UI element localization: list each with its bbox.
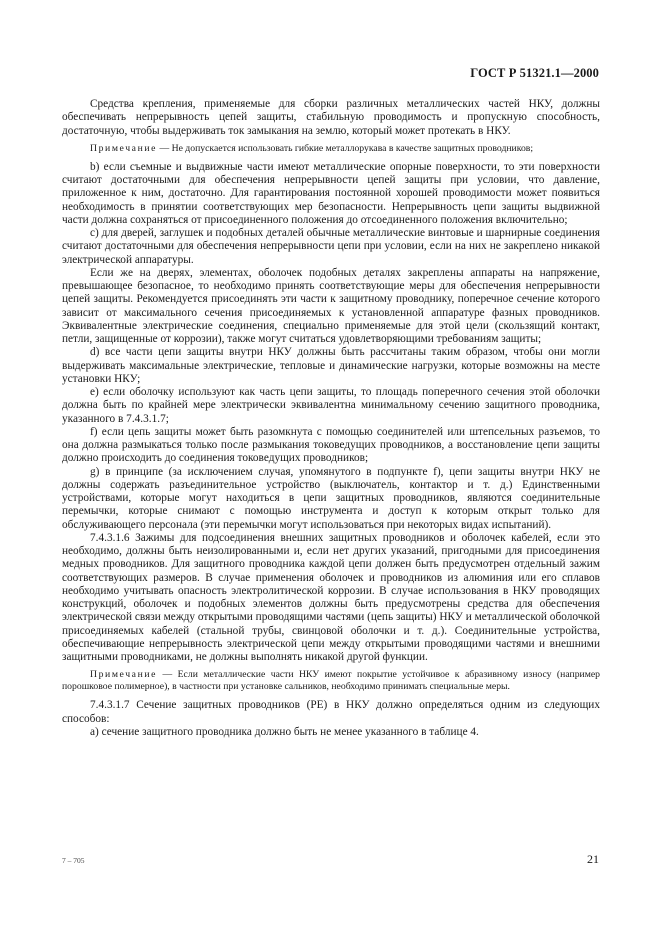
- paragraph: Средства крепления, применяемые для сборки различных металлических частей НКУ, должны обеспечивать непрерывность цепей защиты, стабильную проводимость и пропускную способность, достаточную, чтобы выдерживать ток замыкания на землю, который может протекать в НКУ.: [62, 98, 600, 137]
- paragraph-a: а) сечение защитного проводника должно быть не менее указанного в таблице 4.: [90, 725, 479, 738]
- note-label-2: Примечание: [90, 669, 158, 681]
- section-7-4-3-1-6: 7.4.3.1.6 Зажимы для подсоединения внешних защитных проводников и оболочек кабелей, если это необходимо, должны быть неизолированными и, если нет других указаний, пригодными для присоединения медных проводников. Для защитного проводника каждой цепи должен быть предусмотрен отдельный зажим соответствующих размеров. В случае применения оболочек и проводников из алюминия или его сплавов необходимо учитывать опасность электролитической коррозии. В случае использования в НКУ проводящих конструкций, оболочек и подобных элементов должны быть предусмотрены средства для обеспечения электрической связи между открытыми проводящими частями (цепь защиты) НКУ и металлической оболочкой присоединяемых кабелей (стальной трубы, свинцовой оболочки и т. д.). Соединительные устройства, обеспечивающие непрерывность электрической цепи между открытыми проводящими частями и внешними защитными проводниками, не должны выполнять никакой другой функции.: [62, 531, 600, 663]
- note-paragraph-2: [62, 669, 600, 693]
- note-text: — Не допускается использовать гибкие металлорукава в качестве защитных проводников;: [157, 142, 534, 154]
- paragraph-g: g) в принципе (за исключением случая, упомянутого в подпункте f), цепи защиты внутри НКУ не должны содержать разъединительное устройство (выключатель, контактор и т. д.) Единственными устройствами, которые могут находиться в цепи защитных проводников, являются соединительные перемычки, которые снимают с помощью инструмента и доступ к которым открыт только для обслуживающего персонала (эти перемычки могут использоваться при некоторых видах испытаний).: [62, 465, 600, 531]
- print-mark: 7 – 705: [62, 856, 85, 865]
- paragraph-f: f) если цепь защиты может быть разомкнута с помощью соединителей или штепсельных разъемов, то она должна размыкаться только после размыкания токоведущих проводников, а восстановление цепи защиты должно происходить до соединения токоведущих проводников;: [62, 425, 600, 465]
- page-number: 21: [587, 852, 599, 866]
- paragraph-c: c) для дверей, заглушек и подобных деталей обычные металлические винтовые и шарнирные соединения считают достаточными для обеспечения непрерывности цепи при условии, если на них не закреплено никакой электрической аппаратуры.: [62, 227, 600, 266]
- note-label: Примечание: [90, 142, 158, 154]
- paragraph-c-continued: Если же на дверях, элементах, оболочек подобных деталях закреплены аппараты на напряжение, превышающее безопасное, то необходимо принять соответствующие меры для обеспечения непрерывности цепей защиты. Рекомендуется присоединять эти части к защитному проводнику, поперечное сечение которого зависит от максимального сечения присоединяемых к установленной аппаратуре фазных проводников. Эквивалентные электрические соединения, специально применяемые для этой цели (скользящий контакт, петли, защищенные от коррозии), также могут считаться удовлетворяющими требованиям защиты;: [62, 266, 600, 345]
- paragraph-b: b) если съемные и выдвижные части имеют металлические опорные поверхности, то эти поверхности считают достаточными для обеспечения непрерывности цепей защиты при условии, что давление, приложенное к ним, достаточно. Для гарантирования постоянной хорошей проводимости может появиться необходимость в принятии соответствующих мер безопасности. Непрерывность цепи защиты выдвижной части должна сохраняться от присоединенного положения до отсоединенного положения включительно;: [62, 160, 600, 226]
- section-7-4-3-1-7: 7.4.3.1.7 Сечение защитных проводников (РЕ) в НКУ должно определяться одним из следующих способов:: [62, 699, 600, 725]
- standard-header: ГОСТ Р 51321.1—2000: [470, 66, 599, 80]
- note-paragraph: [62, 143, 600, 155]
- note-text-2: — Если металлические части НКУ имеют покрытие устойчивое к абразивному износу (например порошковое полимерное), в частности при установке сальников, необходимо принимать специальные меры.: [62, 669, 600, 693]
- paragraph-e: e) если оболочку используют как часть цепи защиты, то площадь поперечного сечения этой оболочки должна быть по крайней мере электрически эквивалентна минимальному сечению защитного проводника, указанного в 7.4.3.1.7;: [62, 386, 600, 425]
- paragraph-d: d) все части цепи защиты внутри НКУ должны быть рассчитаны таким образом, чтобы они могли выдерживать максимальные электрические, тепловые и динамические нагрузки, которые возможны на месте установки НКУ;: [62, 346, 600, 385]
- document-body: [62, 98, 600, 739]
